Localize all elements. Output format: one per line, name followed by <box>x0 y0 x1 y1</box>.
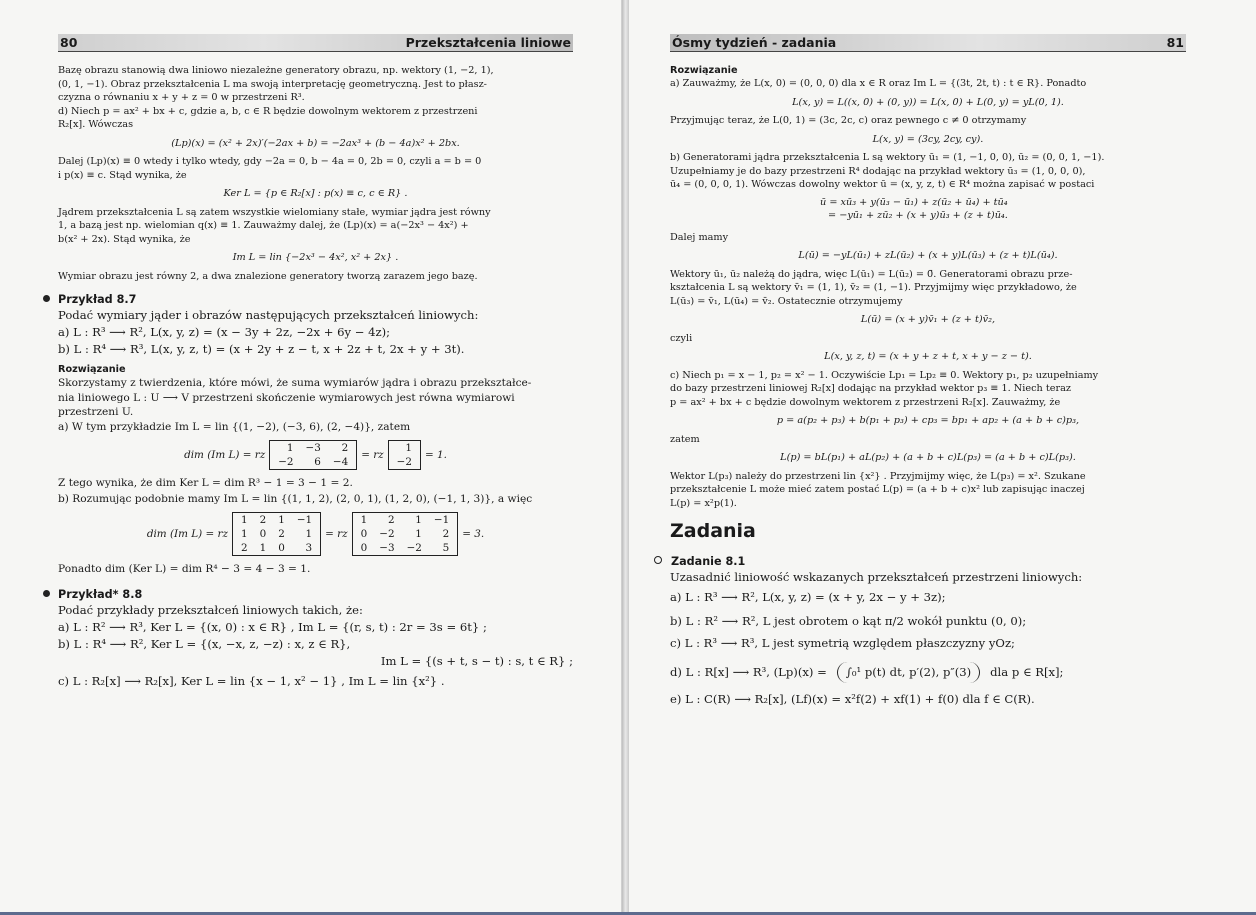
text-line: zatem <box>670 433 700 445</box>
text-line: Skorzystamy z twierdzenia, które mówi, że suma wymiarów jądra i obrazu przekształce- <box>58 377 532 389</box>
matrix: 1 2 1 −1 0 −2 1 2 0 −3 −2 5 <box>352 512 459 556</box>
example-item-a: a) L : R³ ⟶ R², L(x, y, z) = (x − 3y + 2z, −2x + 6y − 4z); <box>58 325 391 339</box>
text-line: b) Generatorami jądra przekształcenia L są wektory ū₁ = (1, −1, 0, 0), ū₂ = (0, 0, 1, −1). <box>670 152 1105 163</box>
running-title: Przekształcenia liniowe <box>405 35 571 50</box>
text-line: Bazę obrazu stanowią dwa liniowo niezależne generatory obrazu, np. wektory (1, −2, 1), <box>58 65 494 76</box>
text-line: Z tego wynika, że dim Ker L = dim R³ − 1 = 3 − 1 = 2. <box>58 476 353 489</box>
example-task: Podać przykłady przekształceń liniowych takich, że: <box>58 602 363 617</box>
example-item-b-cont: Im L = {(s + t, s − t) : s, t ∈ R} ; <box>380 653 573 668</box>
page-number: 80 <box>60 35 78 50</box>
right-page <box>629 0 1256 915</box>
text-line: Dalej mamy <box>670 231 729 243</box>
text-line: a) W tym przykładzie Im L = lin {(1, −2), (−3, 6), (2, −4)}, zatem <box>58 420 411 433</box>
bullet-icon <box>43 590 50 597</box>
equation: ū = xū₃ + y(ū₃ − ū₁) + z(ū₂ + ū₄) + tū₄ <box>820 196 1008 208</box>
text-line: d) Niech p = ax² + bx + c, gdzie a, b, c ∈ R będzie dowolnym wektorem z przestrzeni <box>58 105 478 117</box>
equation: L(x, y) = L((x, 0) + (0, y)) = L(x, 0) + L(0, y) = yL(0, 1). <box>792 96 1064 108</box>
equation: = −yū₁ + zū₂ + (x + y)ū₃ + (z + t)ū₄. <box>828 210 1008 221</box>
left-page <box>0 0 622 915</box>
text-line: przekształcenie L może mieć zatem postać L(p) = (a + b + c)x² lub zapisując inaczej <box>670 484 1085 495</box>
exercise-item-c: c) L : R³ ⟶ R³, L jest symetrią względem płaszczyzny yOz; <box>670 636 1015 650</box>
example-task: Podać wymiary jąder i obrazów następujących przekształceń liniowych: <box>58 308 479 322</box>
text-line: b(x² + 2x). Stąd wynika, że <box>58 233 191 245</box>
running-title: Ósmy tydzień - zadania <box>672 35 837 50</box>
text-line: do bazy przestrzeni liniowej R₂[x] dodając na przykład wektor p₃ ≡ 1. Niech teraz <box>670 383 1071 394</box>
text-line: Jądrem przekształcenia L są zatem wszystkie wielomiany stałe, wymiar jądra jest równy <box>58 206 491 218</box>
book-gutter <box>622 0 629 915</box>
text-line: 1, a bazą jest np. wielomian q(x) ≡ 1. Zauważmy dalej, że (Lp)(x) = a(−2x³ − 4x²) + <box>58 220 469 231</box>
exercise-item-e: e) L : C(R) ⟶ R₂[x], (Lf)(x) = x²f(2) + xf(1) + f(0) dla f ∈ C(R). <box>670 692 1035 706</box>
text-line: Wektory ū₁, ū₂ należą do jądra, więc L(ū₁) = L(ū₂) = 0̄. Generatorami obrazu prze- <box>670 268 1073 280</box>
example-item-a: a) L : R² ⟶ R³, Ker L = {(x, 0) : x ∈ R} , Im L = {(r, s, t) : 2r = 3s = 6t} ; <box>58 619 487 634</box>
text-line: ū₄ = (0, 0, 0, 1). Wówczas dowolny wektor ū = (x, y, z, t) ∈ R⁴ można zapisać w postaci <box>670 179 1095 190</box>
text-line: czyzna o równaniu x + y + z = 0 w przestrzeni R³. <box>58 92 305 103</box>
equation: Im L = lin {−2x³ − 4x², x² + 2x} . <box>232 252 399 263</box>
matrix: 1 −3 2 −2 6 −4 <box>269 440 357 470</box>
example-item-c: c) L : R₂[x] ⟶ R₂[x], Ker L = lin {x − 1, x² − 1} , Im L = lin {x²} . <box>58 673 445 688</box>
example-8-7-title: Przykład 8.7 <box>58 292 573 307</box>
bullet-icon <box>43 295 50 302</box>
equation: (Lp)(x) = (x² + 2x)′(−2ax + b) = −2ax³ + (b − 4a)x² + 2bx. <box>171 137 460 149</box>
equation: L(x, y, z, t) = (x + y + z + t, x + y − z − t). <box>824 351 1032 362</box>
matrix-equation-b: dim (Im L) = rz 1 2 1 −1 1 0 2 1 2 1 0 3 = rz 1 2 1 −1 0 −2 1 2 0 −3 −2 5 = 3. <box>146 513 485 554</box>
equation: L(ū) = −yL(ū₁) + zL(ū₂) + (x + y)L(ū₃) + (z + t)L(ū₄). <box>798 250 1058 261</box>
text-line: Wektor L(p₃) należy do przestrzeni lin {x²} . Przyjmijmy więc, że L(p₃) = x². Szukane <box>670 470 1086 482</box>
matrix: 1 −2 <box>388 440 421 470</box>
exercise-8-1-title: Zadanie 8.1 <box>670 554 1186 569</box>
text-line: i p(x) ≡ c. Stąd wynika, że <box>58 169 187 181</box>
text-line: czyli <box>670 332 693 344</box>
circle-icon <box>654 556 662 564</box>
text-line: nia liniowego L : U ⟶ V przestrzeni skończenie wymiarowych jest równa wymiarowi <box>58 391 515 404</box>
paren-group: ∫₀¹ p(t) dt, p′(2), p″(3) <box>837 662 980 683</box>
exercise-item-b: b) L : R² ⟶ R², L jest obrotem o kąt π/2 wokół punktu (0, 0); <box>670 614 1027 628</box>
equation: L(x, y) = (3cy, 2cy, cy). <box>872 133 984 145</box>
solution-label: Rozwiązanie <box>58 364 126 375</box>
equation: Ker L = {p ∈ R₂[x] : p(x) ≡ c, c ∈ R} . <box>223 188 408 199</box>
matrix: 1 2 1 −1 1 0 2 1 2 1 0 3 <box>232 512 321 556</box>
text-line: kształcenia L są wektory v̄₁ = (1, 1), v̄₂ = (1, −1). Przyjmijmy więc przykładowo, że <box>670 282 1077 293</box>
exercise-task: Uzasadnić liniowość wskazanych przekształceń przestrzeni liniowych: <box>670 570 1083 584</box>
text-line: Uzupełniamy je do bazy przestrzeni R⁴ dodając na przykład wektory ū₃ = (1, 0, 0, 0), <box>670 165 1086 177</box>
text-line: Dalej (Lp)(x) ≡ 0 wtedy i tylko wtedy, gdy −2a = 0, b − 4a = 0, 2b = 0, czyli a = b = 0 <box>58 156 482 167</box>
example-item-b: b) L : R⁴ ⟶ R³, L(x, y, z, t) = (x + 2y + z − t, x + 2z + t, 2x + y + 3t). <box>58 342 465 356</box>
text-line: L(ū₃) = v̄₁, L(ū₄) = v̄₂. Ostatecznie otrzymujemy <box>670 295 903 307</box>
example-8-8-title: Przykład* 8.8 <box>58 587 573 602</box>
equation: L(ū) = (x + y)v̄₁ + (z + t)v̄₂, <box>860 314 996 325</box>
section-heading-zadania: Zadania <box>670 520 756 542</box>
exercise-item-d: d) L : R[x] ⟶ R³, (Lp)(x) = ∫₀¹ p(t) dt, p′(2), p″(3) dla p ∈ R[x]; <box>670 662 1186 683</box>
text-line: b) Rozumując podobnie mamy Im L = lin {(1, 1, 2), (2, 0, 1), (1, 2, 0), (−1, 1, 3)}, a więc <box>58 492 533 505</box>
text-line: a) Zauważmy, że L(x, 0) = (0, 0, 0) dla x ∈ R oraz Im L = {(3t, 2t, t) : t ∈ R}. Ponadto <box>670 78 1087 89</box>
text-line: (0, 1, −1). Obraz przekształcenia L ma swoją interpretację geometryczną. Jest to płasz- <box>58 78 487 90</box>
equation: L(p) = bL(p₁) + aL(p₂) + (a + b + c)L(p₃) = (a + b + c)L(p₃). <box>780 452 1076 463</box>
equation: p = a(p₂ + p₃) + b(p₁ + p₃) + cp₃ = bp₁ + ap₂ + (a + b + c)p₃, <box>776 415 1080 426</box>
running-head-left <box>58 34 573 52</box>
text-line: przestrzeni U. <box>58 406 134 418</box>
page-number: 81 <box>1166 35 1184 50</box>
text-line: Ponadto dim (Ker L) = dim R⁴ − 3 = 4 − 3 = 1. <box>58 562 311 575</box>
solution-label: Rozwiązanie <box>670 65 738 76</box>
text-line: c) Niech p₁ = x − 1, p₂ = x² − 1. Oczywiście Lp₁ = Lp₂ ≡ 0. Wektory p₁, p₂ uzupełniamy <box>670 369 1099 381</box>
text-line: p = ax² + bx + c będzie dowolnym wektorem z przestrzeni R₂[x]. Zauważmy, że <box>670 396 1061 408</box>
running-head-right <box>670 34 1186 52</box>
text-line: Przyjmując teraz, że L(0, 1) = (3c, 2c, c) oraz pewnego c ≠ 0 otrzymamy <box>670 115 1027 126</box>
example-item-b: b) L : R⁴ ⟶ R², Ker L = {(x, −x, z, −z) : x, z ∈ R}, <box>58 636 351 651</box>
matrix-equation-a: dim (Im L) = rz 1 −3 2 −2 6 −4 = rz 1 −2 = 1. <box>184 441 447 468</box>
text-line: Wymiar obrazu jest równy 2, a dwa znalezione generatory tworzą zarazem jego bazę. <box>58 270 478 282</box>
text-line: L(p) = x²p(1). <box>670 497 737 509</box>
text-line: R₂[x]. Wówczas <box>58 119 134 130</box>
exercise-item-a: a) L : R³ ⟶ R², L(x, y, z) = (x + y, 2x − y + 3z); <box>670 590 946 604</box>
